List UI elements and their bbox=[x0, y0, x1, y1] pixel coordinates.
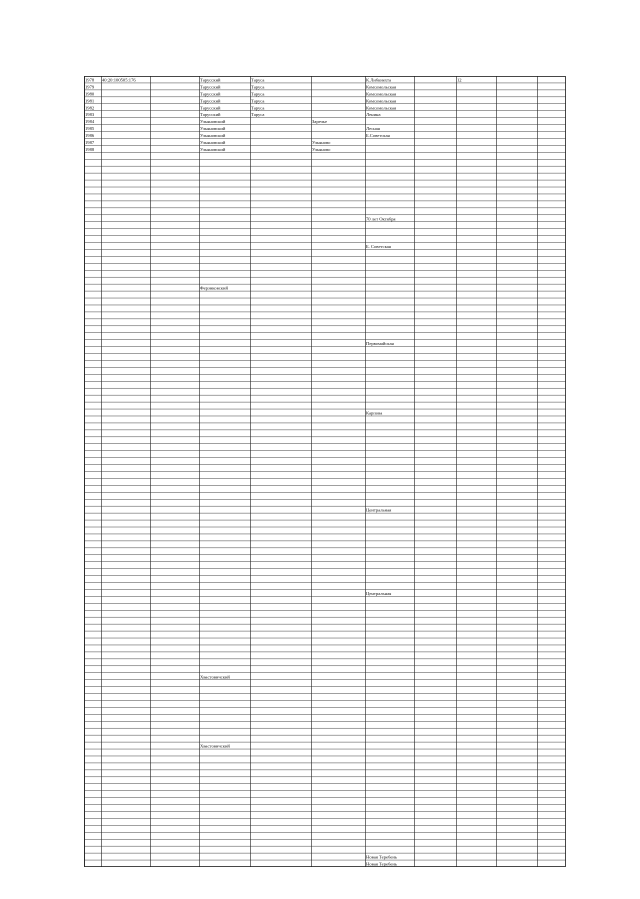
register-grid bbox=[84, 76, 566, 867]
table-cell-street: Б.Советская bbox=[366, 133, 390, 139]
table-cell-district: Ульяновский bbox=[200, 119, 226, 125]
table-cell-street: Комсомольская bbox=[366, 98, 397, 104]
table-cell-town: Таруса bbox=[251, 77, 265, 83]
table-cell-row-number: 1986 bbox=[85, 133, 95, 139]
table-cell-town: Таруса bbox=[251, 84, 265, 90]
table-cell-street: Ленина bbox=[366, 112, 381, 118]
table-cell-settlement: Заречье bbox=[312, 119, 328, 125]
table-cell-row-number: 1985 bbox=[85, 126, 95, 132]
table-cell-street: Б. Советская bbox=[366, 244, 391, 250]
table-cell-street: Лесная bbox=[366, 126, 380, 132]
table-cell-district: Хвастовичский bbox=[200, 743, 230, 749]
table-cell-district: Тарусский bbox=[200, 112, 221, 118]
table-cell-town: Таруса bbox=[251, 105, 265, 111]
table-cell-street: Центральная bbox=[366, 507, 392, 513]
table-cell-house: 12 bbox=[457, 77, 462, 83]
table-cell-town: Таруса bbox=[251, 112, 265, 118]
table-cell-district: Ульяновский bbox=[200, 146, 226, 152]
table-cell-street: Комсомольская bbox=[366, 91, 397, 97]
table-cell-district: Тарусский bbox=[200, 98, 221, 104]
table-cell-row-number: 1987 bbox=[85, 139, 95, 145]
register-table bbox=[84, 76, 566, 867]
table-cell-street: Новая Теребень bbox=[366, 854, 397, 860]
table-cell-district: Ульяновский bbox=[200, 139, 226, 145]
table-cell-district: Ульяновский bbox=[200, 133, 226, 139]
table-cell-district: Хвастовичский bbox=[200, 674, 230, 680]
table-cell-street: Комсомольская bbox=[366, 84, 397, 90]
table-cell-district: Тарусский bbox=[200, 91, 221, 97]
table-cell-district: Тарусский bbox=[200, 77, 221, 83]
table-cell-town: Таруса bbox=[251, 98, 265, 104]
table-cell-town: Таруса bbox=[251, 91, 265, 97]
table-cell-district: Ферзиковский bbox=[200, 285, 228, 291]
table-cell-row-number: 1979 bbox=[85, 84, 95, 90]
table-cell-settlement: Ульяново bbox=[312, 139, 331, 145]
table-cell-row-number: 1988 bbox=[85, 146, 95, 152]
table-cell-street: Первомайская bbox=[366, 341, 394, 347]
table-cell-street: К.Либкнехта bbox=[366, 77, 392, 83]
table-cell-row-number: 1981 bbox=[85, 98, 95, 104]
table-cell-street: Карпова bbox=[366, 410, 383, 416]
table-cell-row-number: 1984 bbox=[85, 119, 95, 125]
table-cell-row-number: 1978 bbox=[85, 77, 95, 83]
table-cell-row-number: 1982 bbox=[85, 105, 95, 111]
table-cell-street: Центральная bbox=[366, 590, 392, 596]
table-cell-street: Новая Теребень bbox=[366, 861, 397, 867]
table-cell-street: 70 лет Октября bbox=[366, 216, 396, 222]
table-cell-district: Тарусский bbox=[200, 105, 221, 111]
table-cell-row-number: 1980 bbox=[85, 91, 95, 97]
table-cell-cadastral-number-1: 40:20:100505:176 bbox=[102, 77, 136, 83]
table-cell-street: Комсомольская bbox=[366, 105, 397, 111]
table-cell-district: Ульяновский bbox=[200, 126, 226, 132]
table-cell-settlement: Ульяново bbox=[312, 146, 331, 152]
table-cell-district: Тарусский bbox=[200, 84, 221, 90]
table-cell-row-number: 1983 bbox=[85, 112, 95, 118]
